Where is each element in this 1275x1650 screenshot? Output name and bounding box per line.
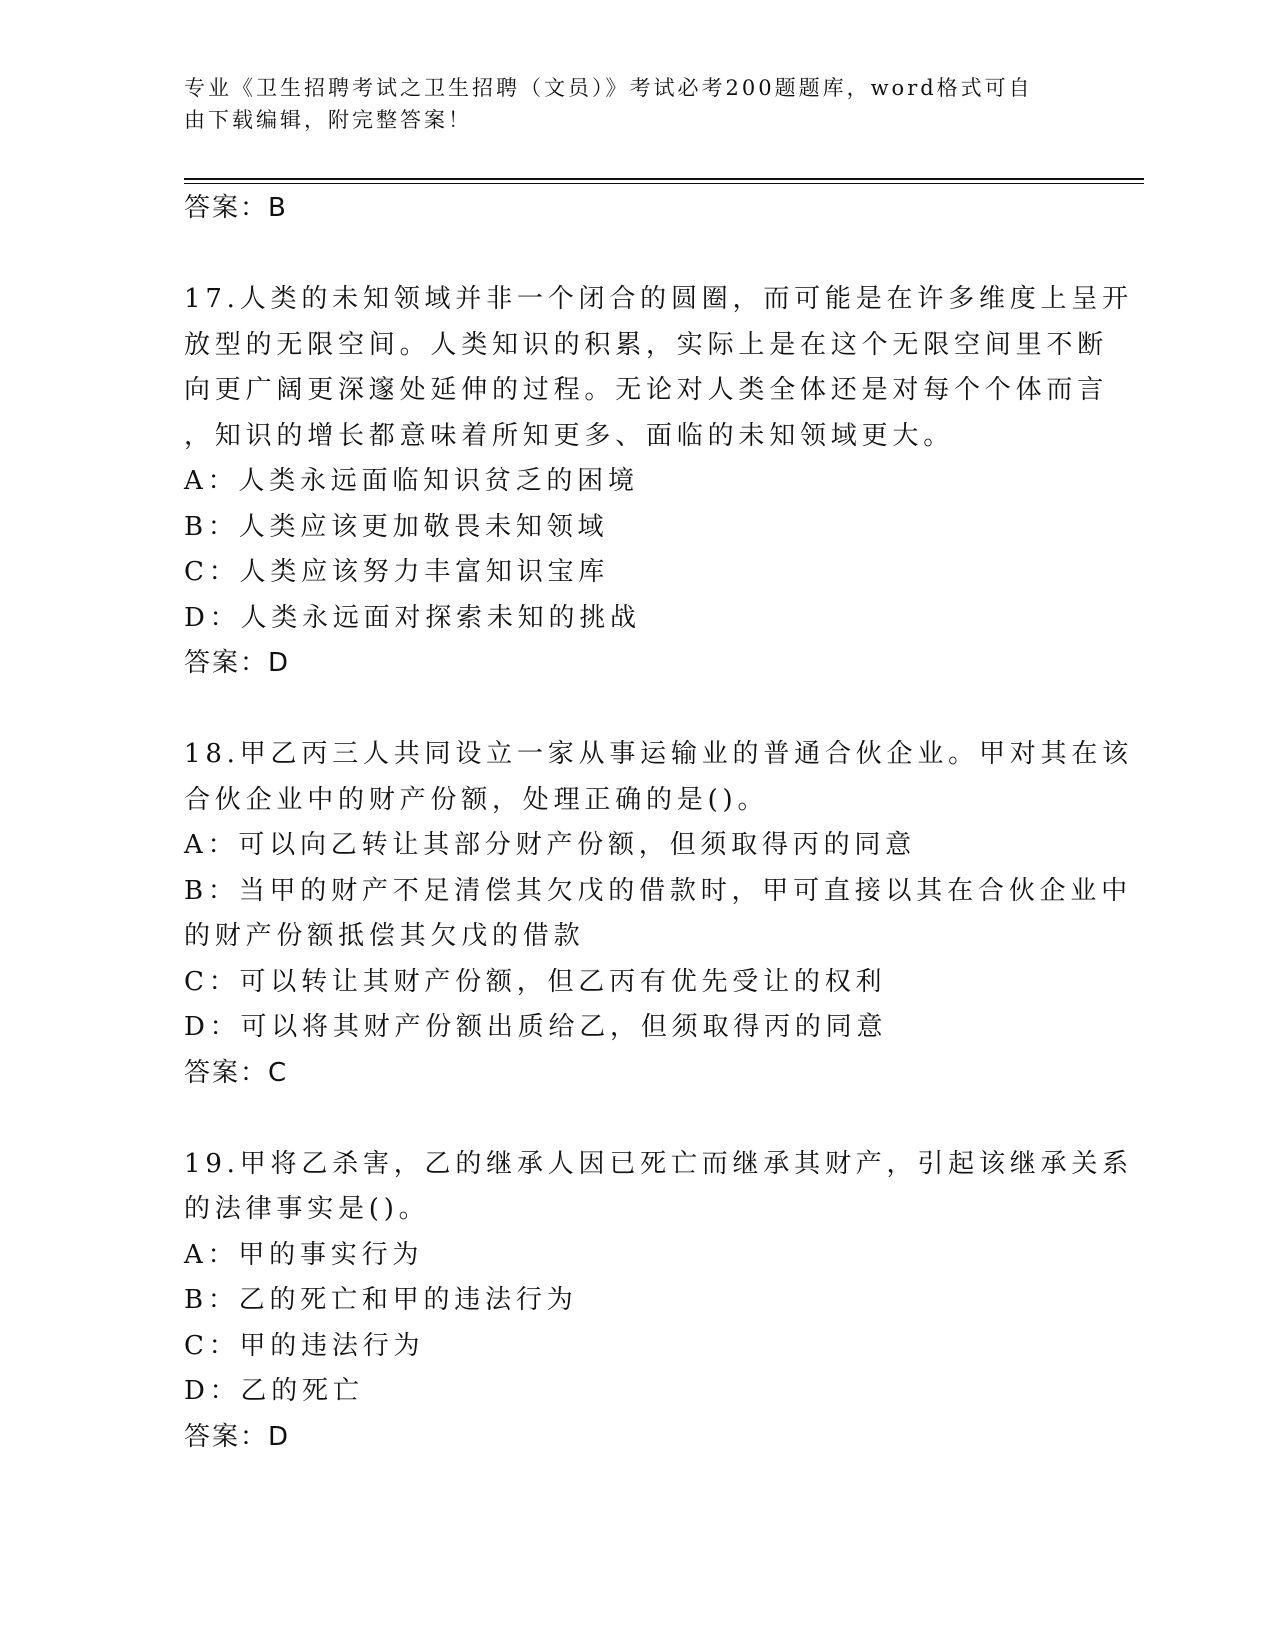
question-text: ，知识的增长都意味着所知更多、面临的未知领域更大。	[184, 420, 955, 451]
question-18	[184, 732, 1133, 1096]
header-line: 专业《卫生招聘考试之卫生招聘（文员）》考试必考200题题库，word格式可自	[184, 76, 1033, 100]
answer-line: 答案：D	[184, 648, 291, 678]
answer-line: 答案：B	[184, 193, 288, 223]
header-rule	[184, 178, 1144, 180]
option-c: C：人类应该努力丰富知识宝库	[184, 557, 610, 587]
option-a: A：可以向乙转让其部分财产份额，但须取得丙的同意	[184, 830, 916, 860]
option-b-continued: 的财产份额抵偿其欠戊的借款	[184, 921, 585, 951]
question-text: 放型的无限空间。人类知识的积累，实际上是在这个无限空间里不断	[184, 329, 1109, 360]
option-b: B：人类应该更加敬畏未知领域	[184, 511, 609, 542]
answer-line: 答案：D	[184, 1421, 291, 1452]
question-text: 合伙企业中的财产份额，处理正确的是()。	[184, 784, 769, 815]
question-19	[184, 1142, 1133, 1461]
document-body	[184, 186, 1133, 1460]
question-text: 向更广阔更深邃处延伸的过程。无论对人类全体还是对每个个体而言	[184, 375, 1109, 405]
option-c: C：甲的违法行为	[184, 1330, 425, 1361]
question-text: 17.人类的未知领域并非一个闭合的圆圈，而可能是在许多维度上呈开	[184, 284, 1133, 314]
question-text: 18.甲乙丙三人共同设立一家从事运输业的普通合伙企业。甲对其在该	[184, 739, 1133, 769]
option-c: C：可以转让其财产份额，但乙丙有优先受让的权利	[184, 966, 887, 997]
question-text: 的法律事实是()。	[184, 1194, 430, 1224]
option-d: D：人类永远面对探索未知的挑战	[184, 602, 641, 633]
question-17	[184, 277, 1133, 687]
header-line: 由下载编辑，附完整答案！	[184, 108, 472, 132]
option-d: D：乙的死亡	[184, 1376, 364, 1406]
option-a: A：甲的事实行为	[184, 1239, 424, 1270]
option-b: B：乙的死亡和甲的违法行为	[184, 1285, 578, 1315]
option-a: A：人类永远面临知识贫乏的困境	[184, 466, 639, 496]
document-header	[184, 72, 1064, 136]
option-b: B：当甲的财产不足清偿其欠戊的借款时，甲可直接以其在合伙企业中	[184, 875, 1132, 906]
header-rule	[184, 183, 1144, 184]
option-d: D：可以将其财产份额出质给乙，但须取得丙的同意	[184, 1012, 888, 1042]
question-text: 19.甲将乙杀害，乙的继承人因已死亡而继承其财产，引起该继承关系	[184, 1148, 1133, 1179]
answer-line: 答案：C	[184, 1057, 289, 1088]
